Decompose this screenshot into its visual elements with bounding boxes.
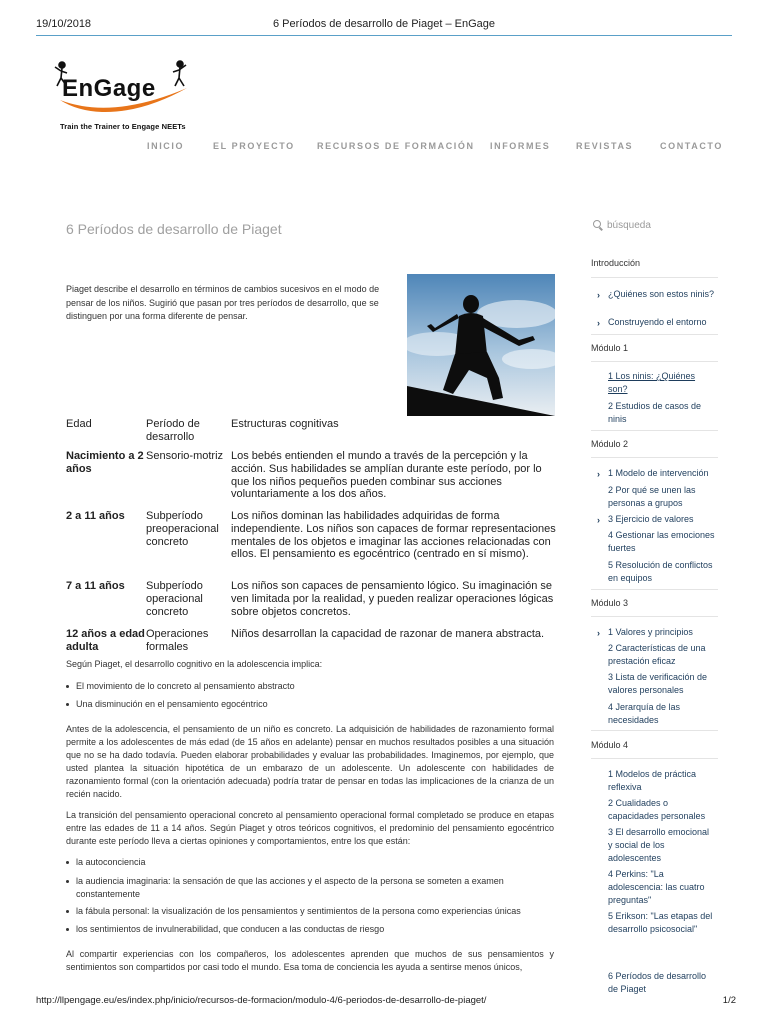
logo-text: EnGage <box>62 75 156 102</box>
search-icon <box>593 220 601 228</box>
sidebar-item-m3-2[interactable]: 2 Características de una prestación eficaz <box>608 643 706 667</box>
table-cell-structures: Los bebés entienden el mundo a través de la percepción y la acción. Sus habilidades se amplían durante este período, por lo que los niños pequeños pueden combinar sus acciones voluntariamente a los dos años. <box>231 450 542 501</box>
list-item: la autoconciencia <box>66 856 554 869</box>
sidebar-item-m4-3[interactable]: 3 El desarrollo emocional y social de los adolescentes <box>608 827 710 864</box>
page-number: 1/2 <box>722 995 736 1006</box>
sidebar-divider <box>591 616 718 617</box>
chevron-right-icon: › <box>597 290 600 300</box>
table-cell-period: Operaciones formales <box>146 628 209 653</box>
paragraph-2: Antes de la adolescencia, el pensamiento de un niño es concreto. La adquisición de habilidades de razonamiento formal permite a los adolescentes de más edad (de 15 años en adelante) pensar en muchos resultados posibles a una situación que no se ha dado todavía. Pueden elaborar probabilidades y evaluar las probabilidades. Imaginemos, por ejemplo, que usted plantea la situación hipotética de un embarazo de un adolescente. Un adolescente con habilidades de razonamiento formal (con la orientación adecuada) podría tratar de pensar en todas las implicaciones de la crianza de un recién nacido. <box>66 724 554 799</box>
table-row <box>66 450 556 510</box>
table-cell-period: Subperíodo preoperacional concreto <box>146 510 219 548</box>
sidebar-divider <box>591 758 718 759</box>
list-item: Una disminución en el pensamiento egocéntrico <box>66 698 554 711</box>
sidebar-item-m4-6[interactable]: 6 Períodos de desarrollo de Piaget <box>608 971 707 995</box>
sidebar-divider <box>591 430 718 431</box>
paragraph-4: Al compartir experiencias con los compañeros, los adolescentes aprenden que muchos de sus pensamientos y sentimientos son compartidos por casi todo el mundo. Esa toma de conciencia les ayuda a sentirse menos únicos, <box>66 949 554 972</box>
table-cell-age: Nacimiento a 2 años <box>66 450 144 475</box>
sidebar-item-m3-3[interactable]: 3 Lista de verificación de valores personales <box>608 672 708 696</box>
sidebar-item-quienes-son[interactable]: › ¿Quiénes son estos ninis? <box>597 288 715 301</box>
figure-right-icon <box>173 61 186 86</box>
table-cell-period: Sensorio-motriz <box>146 450 224 462</box>
sidebar-divider <box>591 457 718 458</box>
print-date: 19/10/2018 <box>36 18 92 30</box>
table-header-periodo: Período de desarrollo <box>146 418 200 443</box>
table-cell-structures: Los niños son capaces de pensamiento lógico. Su imaginación se ven limitada por la realidad, y pueden realizar operaciones lógicas sobre objetos concretos. <box>231 580 554 618</box>
list-item: la fábula personal: la visualización de los pensamientos y sentimientos de la persona como experiencias únicas <box>66 905 554 918</box>
table-cell-age: 7 a 11 años <box>66 580 125 592</box>
sidebar-heading-modulo-4: Módulo 4 <box>591 740 629 750</box>
nav-item-inicio[interactable]: INICIO <box>147 141 185 151</box>
table-cell-structures: Los niños dominan las habilidades adquiridas de forma independiente. Los niños son capaces de formar representaciones mentales de los objetos e imaginar las acciones relacionadas con ellos. El pensamiento es egocéntrico (centrado en sí mismo). <box>231 510 556 561</box>
table-cell-structures: Niños desarrollan la capacidad de razonar de manera abstracta. <box>231 628 545 640</box>
sidebar-divider <box>591 277 718 278</box>
page-url: http://llpengage.eu/es/index.php/inicio/recursos-de-formacion/modulo-4/6-periodos-de-desarrollo-de-piaget/ <box>36 995 487 1006</box>
nav-item-el-proyecto[interactable]: EL PROYECTO <box>213 141 295 151</box>
sidebar-item-m2-5[interactable]: 5 Resolución de conflictos en equipos <box>608 560 713 584</box>
sidebar-item-m2-1[interactable]: › 1 Modelo de intervención <box>597 467 715 480</box>
sidebar-heading-modulo-3: Módulo 3 <box>591 598 629 608</box>
table-row <box>66 628 556 654</box>
paragraph-1: Según Piaget, el desarrollo cognitivo en la adolescencia implica: <box>66 659 323 669</box>
sidebar-item-m1-2[interactable]: 2 Estudios de casos de ninis <box>608 401 702 425</box>
table-row <box>66 580 556 628</box>
paragraph-3: La transición del pensamiento operacional concreto al pensamiento operacional formal completado se produce en etapas entre las edades de 11 a 14 años. Según Piaget y otros teóricos cognitivos, el predominio del pensamiento egocéntrico durante este período lleva a ciertas opiniones y comportamientos, entre los que están: <box>66 810 554 846</box>
chevron-right-icon: › <box>597 628 600 638</box>
sidebar-item-m2-2[interactable]: 2 Por qué se unen las personas a grupos <box>608 485 696 509</box>
list-item: El movimiento de lo concreto al pensamiento abstracto <box>66 680 554 693</box>
sidebar-heading-modulo-1: Módulo 1 <box>591 343 629 353</box>
list-item: la audiencia imaginaria: la sensación de que las acciones y el aspecto de la persona se someten a examen constantemente <box>66 875 554 900</box>
sidebar-item-m4-2[interactable]: 2 Cualidades o capacidades personales <box>608 798 706 822</box>
sidebar-item-m4-1[interactable]: 1 Modelos de práctica reflexiva <box>608 769 697 793</box>
table-header-row <box>66 418 556 450</box>
table-cell-period: Subperíodo operacional concreto <box>146 580 203 618</box>
sidebar-divider <box>591 730 718 731</box>
page-title: 6 Períodos de desarrollo de Piaget <box>66 221 282 237</box>
nav-item-revistas[interactable]: REVISTAS <box>576 141 634 151</box>
sidebar-item-m3-1[interactable]: › 1 Valores y principios <box>597 626 715 639</box>
sidebar-divider <box>591 334 718 335</box>
sidebar-item-m4-5[interactable]: 5 Erikson: "Las etapas del desarrollo psicosocial" <box>608 911 713 935</box>
piaget-periods-table <box>66 418 556 654</box>
sidebar-item-m1-1[interactable]: 1 Los ninis: ¿Quiénes son? <box>608 371 696 395</box>
sidebar-item-entorno[interactable]: › Construyendo el entorno <box>597 316 715 329</box>
intro-paragraph: Piaget describe el desarrollo en términos de cambios sucesivos en el modo de pensar de los niños. Sugirió que pasan por tres períodos de desarrollo, que se distinguen por una forma diferente de pensar. <box>66 284 380 321</box>
header-divider <box>36 35 732 36</box>
silhouette-photo <box>407 274 555 416</box>
logo-tagline: Train the Trainer to Engage NEETs <box>60 122 186 131</box>
chevron-right-icon: › <box>597 318 600 328</box>
sidebar-heading-introduccion: Introducción <box>591 258 641 268</box>
print-header <box>0 0 768 36</box>
table-cell-age: 2 a 11 años <box>66 510 125 522</box>
search-input[interactable]: búsqueda <box>607 220 651 231</box>
sidebar-item-m3-4[interactable]: 4 Jerarquía de las necesidades <box>608 702 681 726</box>
sidebar-item-m2-4[interactable]: 4 Gestionar las emociones fuertes <box>608 530 715 554</box>
search-box[interactable] <box>593 220 651 231</box>
nav-item-informes[interactable]: INFORMES <box>490 141 551 151</box>
print-footer <box>36 995 736 1006</box>
table-header-estructuras: Estructuras cognitivas <box>231 418 339 430</box>
sidebar-divider <box>591 361 718 362</box>
list-item: los sentimientos de invulnerabilidad, que conducen a las conductas de riesgo <box>66 923 554 936</box>
sidebar-divider <box>591 589 718 590</box>
chevron-right-icon: › <box>597 515 600 525</box>
table-header-edad: Edad <box>66 418 92 430</box>
sidebar-heading-modulo-2: Módulo 2 <box>591 439 629 449</box>
nav-item-recursos[interactable]: RECURSOS DE FORMACIÓN <box>317 141 475 151</box>
chevron-right-icon: › <box>597 469 600 479</box>
table-cell-age: 12 años a edad adulta <box>66 628 145 653</box>
sidebar-item-m4-4[interactable]: 4 Perkins: "La adolescencia: las cuatro preguntas" <box>608 869 705 906</box>
sidebar-item-m2-3[interactable]: › 3 Ejercicio de valores <box>597 513 715 526</box>
table-row <box>66 510 556 580</box>
print-title: 6 Períodos de desarrollo de Piaget – EnGage <box>273 18 495 30</box>
nav-item-contacto[interactable]: CONTACTO <box>660 141 723 151</box>
